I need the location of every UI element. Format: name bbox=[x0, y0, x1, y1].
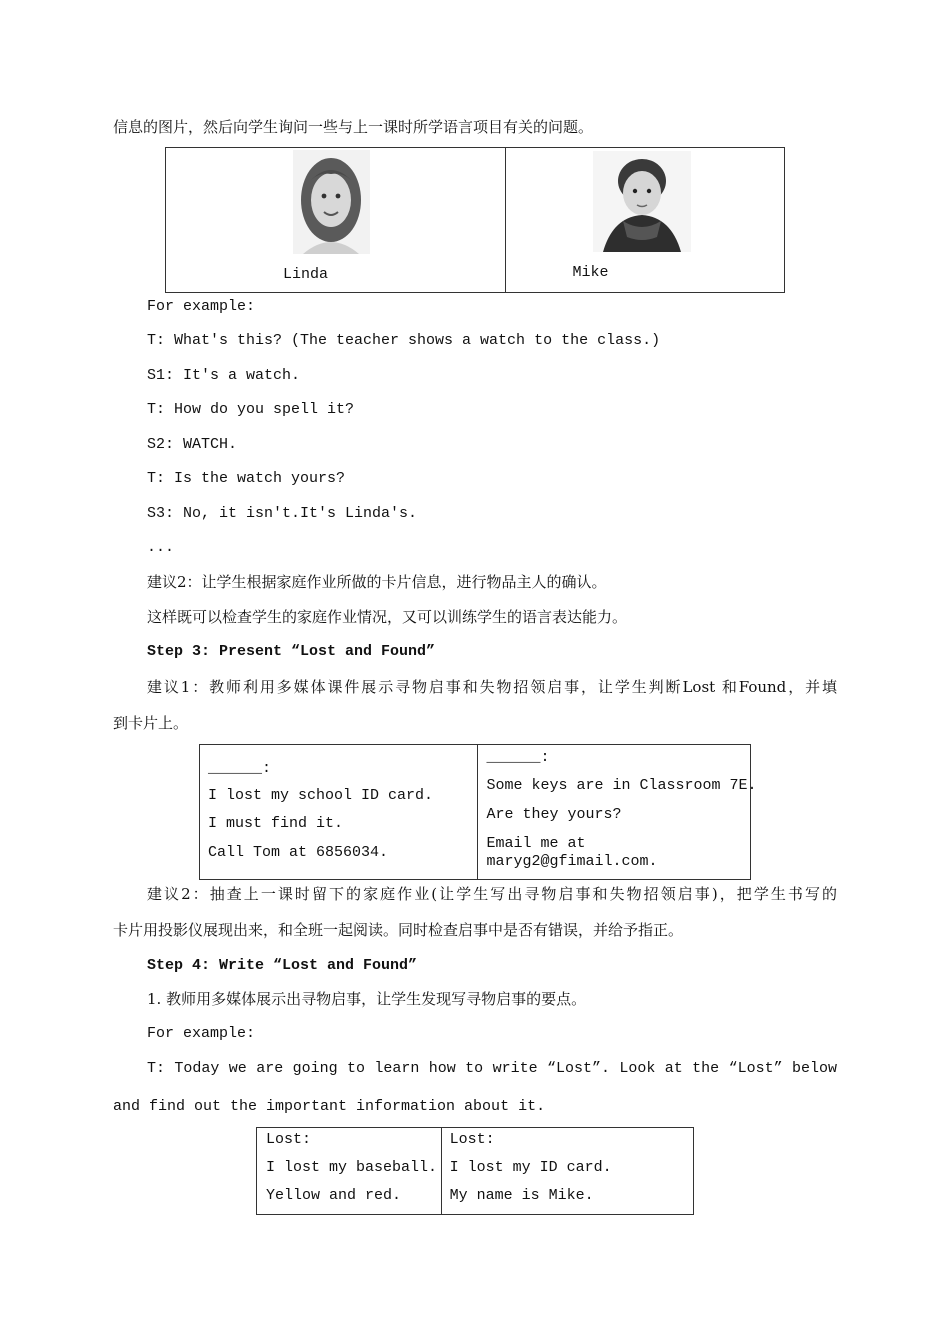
lost-found-cards bbox=[199, 744, 757, 880]
lost-right-cell bbox=[441, 1128, 693, 1215]
card-left-line: I lost my school ID card. bbox=[208, 787, 434, 804]
dialogue-line: T: Is the watch yours? bbox=[147, 470, 346, 487]
card-left-heading: ______: bbox=[208, 760, 272, 777]
card-right-line: Email me at bbox=[486, 835, 586, 852]
photo-table bbox=[165, 147, 785, 293]
dialogue-line: S1: It's a watch. bbox=[147, 367, 301, 384]
lost-right-line: I lost my ID card. bbox=[449, 1159, 612, 1176]
intro-line: 信息的图片，然后向学生询问一些与上一课时所学语言项目有关的问题。 bbox=[113, 118, 594, 136]
card-right-line: Are they yours? bbox=[486, 806, 622, 823]
step4-point1: 1. 教师用多媒体展示出寻物启事，让学生发现写寻物启事的要点。 bbox=[147, 990, 587, 1008]
card-right-heading: ______: bbox=[486, 749, 550, 766]
dialogue-line: T: What's this? (The teacher shows a watch to the class.) bbox=[147, 332, 661, 349]
card-left-line: I must find it. bbox=[208, 815, 344, 832]
teacher-line-1: T: Today we are going to learn how to write “Lost”. Look at the “Lost” below bbox=[147, 1060, 837, 1077]
lost-left-heading: Lost: bbox=[266, 1131, 312, 1148]
suggestion2-line2: 这样既可以检查学生的家庭作业情况，又可以训练学生的语言表达能力。 bbox=[147, 608, 628, 626]
mike-name: Mike bbox=[572, 264, 609, 281]
dialogue-line: S2: WATCH. bbox=[147, 436, 238, 453]
step3-suggestion2-line2: 卡片用投影仪展现出来，和全班一起阅读。同时检查启事中是否有错误，并给予指正。 bbox=[113, 921, 684, 939]
step3-suggestion1-line2: 到卡片上。 bbox=[113, 714, 189, 732]
linda-photo bbox=[293, 150, 370, 254]
lost-right-heading: Lost: bbox=[449, 1131, 495, 1148]
example-label-2: For example: bbox=[147, 1025, 256, 1042]
lost-table bbox=[256, 1127, 694, 1215]
step3-title: Step 3: Present “Lost and Found” bbox=[147, 643, 436, 660]
mike-photo bbox=[593, 151, 691, 252]
card-left-line: Call Tom at 6856034. bbox=[208, 844, 389, 861]
dialogue-line: S3: No, it isn't.It's Linda's. bbox=[147, 505, 418, 522]
lost-left-cell bbox=[257, 1128, 442, 1215]
card-lost bbox=[200, 745, 478, 880]
photo-cell-linda bbox=[166, 148, 506, 293]
step3-suggestion1-line1: 建议1：教师利用多媒体课件展示寻物启事和失物招领启事，让学生判断Lost 和Found，并填 bbox=[147, 678, 837, 696]
example-label-1: For example: bbox=[147, 298, 256, 315]
step4-title: Step 4: Write “Lost and Found” bbox=[147, 957, 418, 974]
step3-suggestion2-line1: 建议2：抽查上一课时留下的家庭作业(让学生写出寻物启事和失物招领启事)，把学生书写的 bbox=[147, 885, 837, 903]
linda-name: Linda bbox=[283, 266, 329, 283]
lost-left-line: I lost my baseball. bbox=[266, 1159, 438, 1176]
card-found bbox=[478, 745, 757, 880]
teacher-line-2: and find out the important information about it. bbox=[113, 1098, 546, 1115]
photo-cell-mike bbox=[506, 148, 785, 293]
dialogue-line: T: How do you spell it? bbox=[147, 401, 355, 418]
card-right-line: Some keys are in Classroom 7E. bbox=[486, 777, 757, 794]
lost-left-line: Yellow and red. bbox=[266, 1187, 402, 1204]
dialogue-line: ... bbox=[147, 539, 175, 556]
suggestion2-line1: 建议2：让学生根据家庭作业所做的卡片信息，进行物品主人的确认。 bbox=[147, 573, 607, 591]
card-right-line: maryg2@gfimail.com. bbox=[486, 853, 658, 870]
lost-right-line: My name is Mike. bbox=[449, 1187, 594, 1204]
